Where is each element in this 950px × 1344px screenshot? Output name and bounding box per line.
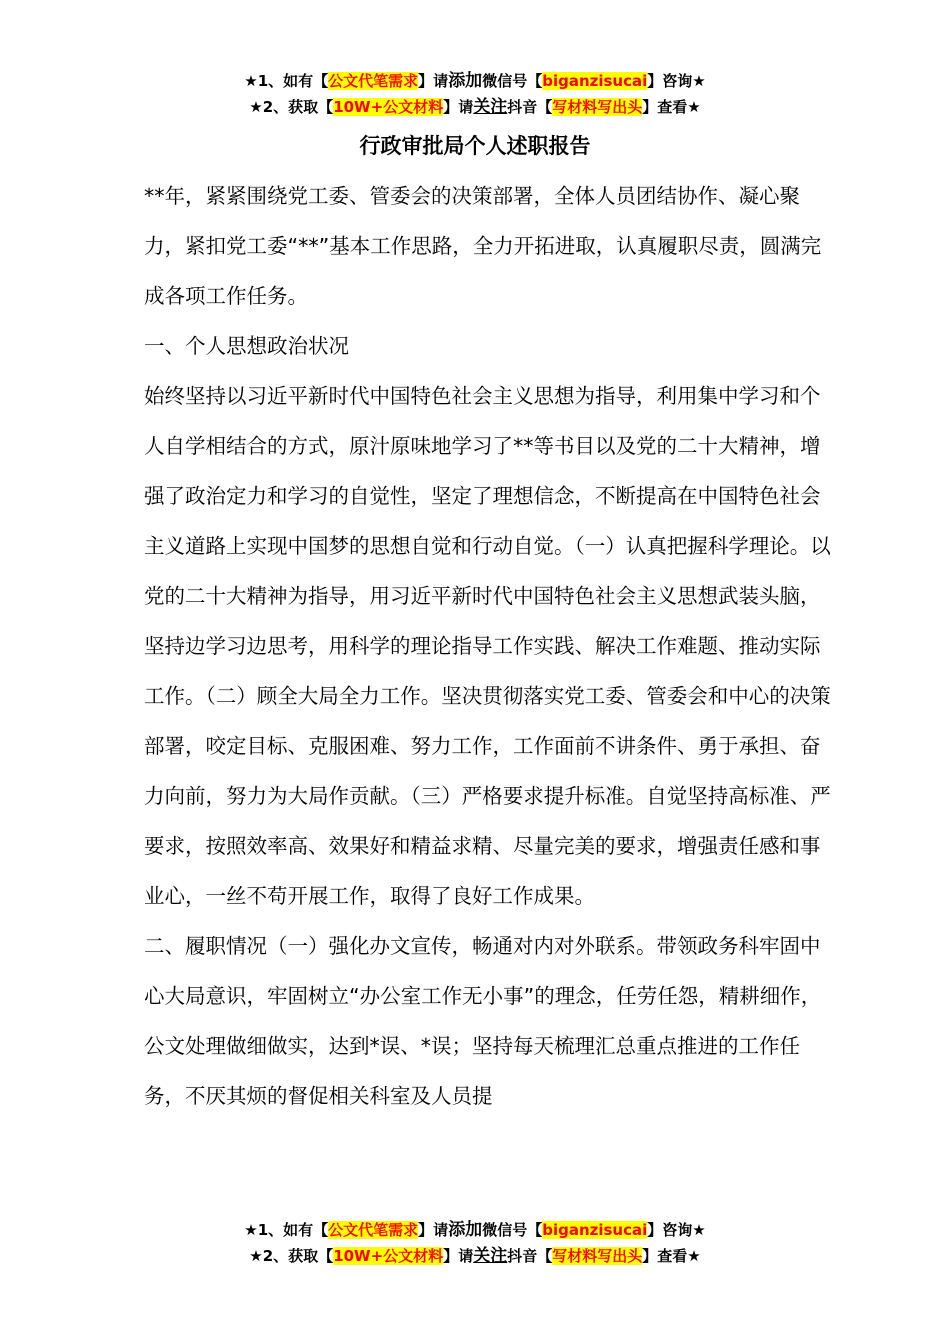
- document-title: 行政审批局个人述职报告: [359, 134, 591, 158]
- paragraph-political: 始终坚持以习近平新时代中国特色社会主义思想为指导，利用集中学习和个人自学相结合的方式，原汁原味地学习了**等书目以及党的二十大精神，增强了政治定力和学习的自觉性，坚定了理想信念，不断提高在中国特色社会主义道路上实现中国梦的思想自觉和行动自觉。（一）认真把握科学理论。以党的二十大精神为指导，用习近平新时代中国特色社会主义思想武装头脑，坚持边学习边思考，用科学的理论指导工作实践、解决工作难题、推动实际工作。（二）顾全大局全力工作。坚决贯彻落实党工委、管委会和中心的决策部署，咬定目标、克服困难、努力工作，工作面前不讲条件、勇于承担、奋力向前，努力为大局作贡献。（三）严格要求提升标准。自觉坚持高标准、严要求，按照效率高、效果好和精益求精、尽量完美的要求，增强责任感和事业心，一丝不苟开展工作，取得了良好工作成果。: [144, 384, 831, 908]
- promo-text: ★2、获取【: [249, 1247, 334, 1265]
- document-body: [144, 171, 834, 1121]
- promo-text: 】请: [418, 1221, 449, 1239]
- promo-text: 】咨询★: [647, 1221, 706, 1239]
- footer-promo-line-2: [0, 1243, 950, 1269]
- promo-text: 抖音【: [507, 1247, 553, 1265]
- promo-text: 】查看★: [642, 1247, 701, 1265]
- promo-text: ★2、获取【: [249, 98, 334, 116]
- promo-highlight: 10W+公文材料: [333, 1247, 444, 1265]
- promo-douyin-name: 写材料写出头: [552, 98, 643, 116]
- promo-douyin-name: 写材料写出头: [552, 1247, 643, 1265]
- promo-text: 】请: [443, 1247, 474, 1265]
- paragraph-duties: 二、履职情况（一）强化办文宣传，畅通对内对外联系。带领政务科牢固中心大局意识，牢固树立“办公室工作无小事”的理念，任劳任怨，精耕细作，公文处理做细做实，达到*误、*误；坚持每天梳理汇总重点推进的工作任务，不厌其烦的督促相关科室及人员提: [144, 934, 822, 1108]
- promo-highlight: 10W+公文材料: [333, 98, 444, 116]
- promo-text: ★1、如有【: [244, 72, 329, 90]
- paragraph-intro: **年，紧紧围绕党工委、管委会的决策部署，全体人员团结协作、凝心聚力，紧扣党工委“**”基本工作思路，全力开拓进取，认真履职尽责，圆满完成各项工作任务。: [144, 184, 822, 308]
- header-promo-line-2: [0, 94, 950, 120]
- promo-emphasis: 添加: [448, 71, 483, 91]
- promo-text: 】查看★: [642, 98, 701, 116]
- promo-emphasis: 关注: [473, 97, 508, 117]
- promo-text: 微信号【: [482, 72, 543, 90]
- promo-text: 】请: [443, 98, 474, 116]
- promo-highlight: 公文代笔需求: [328, 72, 419, 90]
- promo-wechat-id: biganzisucai: [542, 1221, 648, 1239]
- promo-text: 抖音【: [507, 98, 553, 116]
- promo-text: 】请: [418, 72, 449, 90]
- promo-text: 】咨询★: [647, 72, 706, 90]
- promo-highlight: 公文代笔需求: [328, 1221, 419, 1239]
- header-promo-banner: [0, 68, 950, 120]
- footer-promo-banner: [0, 1217, 950, 1269]
- promo-emphasis: 关注: [473, 1246, 508, 1266]
- promo-text: ★1、如有【: [244, 1221, 329, 1239]
- footer-promo-line-1: [0, 1217, 950, 1243]
- section-heading: 一、个人思想政治状况: [144, 334, 349, 358]
- header-promo-line-1: [0, 68, 950, 94]
- promo-emphasis: 添加: [448, 1220, 483, 1240]
- promo-text: 微信号【: [482, 1221, 543, 1239]
- promo-wechat-id: biganzisucai: [542, 72, 648, 90]
